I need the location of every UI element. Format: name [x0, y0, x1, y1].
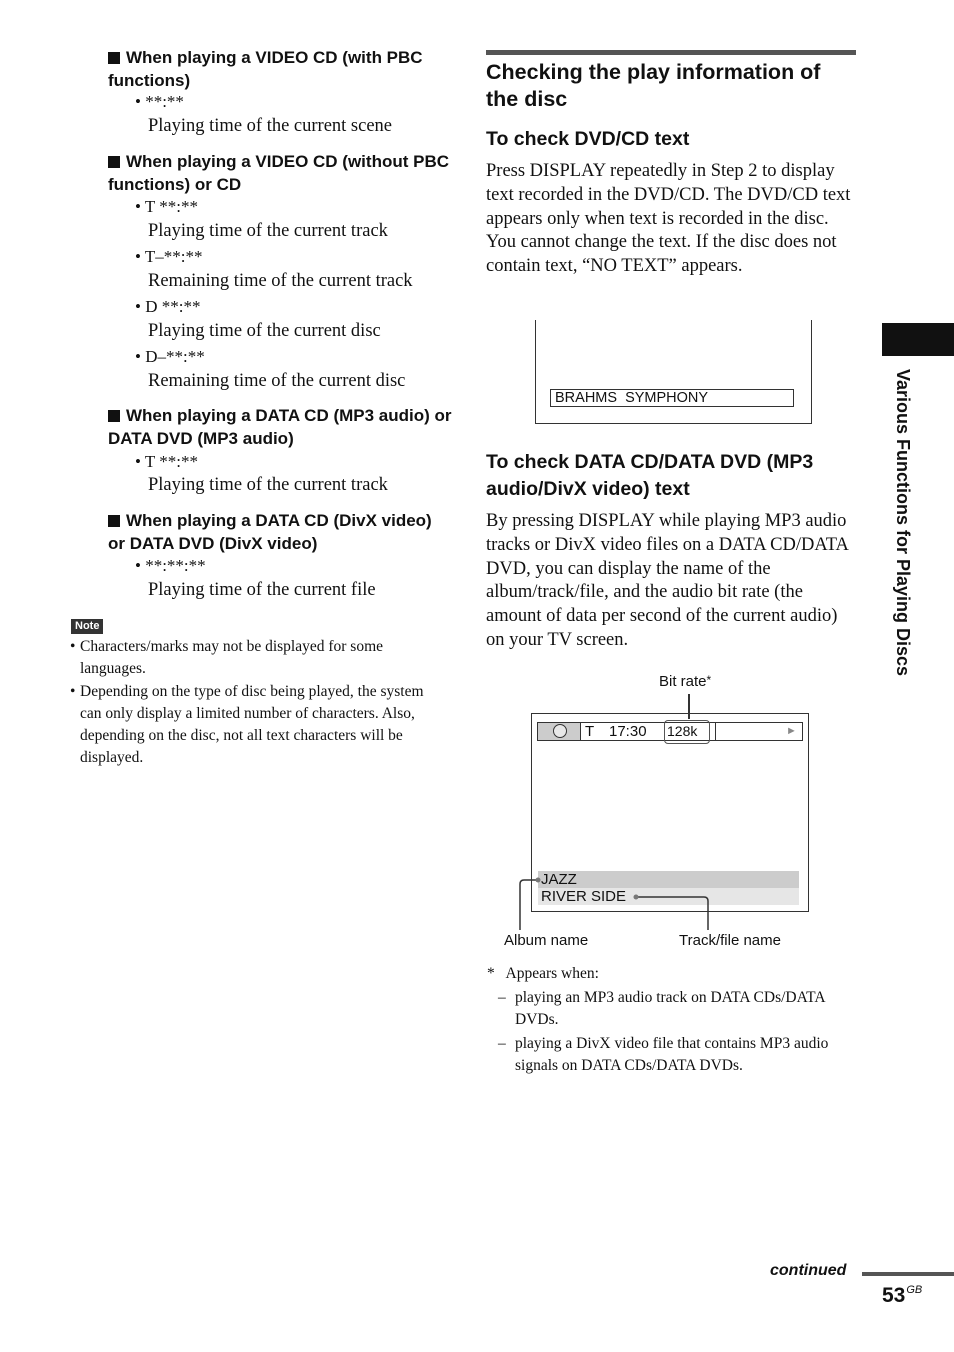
list-item-bullet: • **:**:** [135, 556, 206, 575]
list-item-desc: Playing time of the current track [148, 475, 388, 495]
page-title: Checking the play information of the disc [486, 60, 821, 111]
album-name-bar: JAZZ [538, 871, 799, 888]
section-heading-data-cd-divx: When playing a DATA CD (DivX video) or DATA DVD (DivX video) [108, 511, 432, 553]
square-bullet-icon [108, 410, 120, 422]
disc-clock-icon [553, 724, 567, 738]
footnote-item: – playing a DivX video file that contains MP3 audio signals on DATA CDs/DATA DVDs. [498, 1035, 829, 1074]
status-bitrate: 128k [667, 723, 698, 739]
square-bullet-icon [108, 156, 120, 168]
play-icon: ► [786, 725, 797, 737]
section-heading-video-cd-pbc: When playing a VIDEO CD (with PBC functions) [108, 48, 423, 90]
list-item-bullet: • T **:** [135, 452, 198, 471]
subheading-dvd-cd-text: To check DVD/CD text [486, 128, 690, 150]
status-divider [715, 723, 716, 740]
continued-label: continued [770, 1262, 847, 1279]
callout-lines [500, 860, 720, 935]
status-time: 17:30 [609, 723, 647, 740]
list-item-desc: Playing time of the current file [148, 580, 376, 600]
square-bullet-icon [108, 52, 120, 64]
list-item-desc: Playing time of the current disc [148, 321, 381, 341]
footnote-item: – playing an MP3 audio track on DATA CDs/DATA DVDs. [498, 989, 825, 1028]
list-item-bullet: • T **:** [135, 197, 198, 216]
bitrate-highlight-ring [664, 720, 710, 744]
tv-screen-dvd-text [535, 320, 812, 424]
subheading-data-cd-text: To check DATA CD/DATA DVD (MP3 audio/DivX video) text [486, 451, 814, 500]
bit-rate-label: Bit rate* [659, 673, 712, 690]
square-bullet-icon [108, 515, 120, 527]
section-heading-data-cd-mp3: When playing a DATA CD (MP3 audio) or DATA DVD (MP3 audio) [108, 406, 452, 448]
title-rule [486, 50, 856, 55]
track-name-label: Track/file name [679, 932, 781, 949]
status-icon-cell [538, 723, 581, 740]
section-tab-marker [882, 323, 954, 356]
list-item-bullet: • **:** [135, 92, 184, 111]
note-item: • Depending on the type of disc being played, the system can only display a limited number of characters. Also, depending on the disc, not all text characters will be displayed. [70, 683, 424, 766]
screen-text-box: BRAHMS SYMPHONY [550, 389, 794, 407]
album-name-label: Album name [504, 932, 589, 949]
list-item-bullet: • D–**:** [135, 347, 205, 366]
note-item: • Characters/marks may not be displayed for some languages. [70, 638, 384, 677]
list-item-bullet: • T–**:** [135, 247, 203, 266]
continued-rule [862, 1272, 954, 1276]
list-item-desc: Remaining time of the current track [148, 271, 413, 291]
body-dvd-cd-text: Press DISPLAY repeatedly in Step 2 to display text recorded in the DVD/CD. The DVD/CD text appears only when text is recorded in the disc. You cannot change the text. If the disc does not contain text, “NO TEXT” appears. [486, 161, 851, 277]
track-name-bar: RIVER SIDE [538, 888, 799, 905]
side-tab-text: Various Functions for Playing Discs [893, 369, 913, 677]
list-item-bullet: • D **:** [135, 297, 201, 316]
note-tag: Note [71, 619, 103, 634]
status-t-label: T [585, 723, 595, 740]
list-item-desc: Playing time of the current track [148, 221, 388, 241]
footnote-star: * Appears when: [487, 965, 599, 982]
body-data-cd-text: By pressing DISPLAY while playing MP3 audio tracks or DivX video files on a DATA CD/DATA DVD, you can display the name of the album/track/file, and the audio bit rate (the amount of data per second of the current audio) on your TV screen. [486, 511, 848, 650]
list-item-desc: Playing time of the current scene [148, 116, 393, 136]
list-item-desc: Remaining time of the current disc [148, 371, 406, 391]
section-heading-video-cd-no-pbc: When playing a VIDEO CD (without PBC functions) or CD [108, 152, 449, 194]
page-number: $53^{GB}$ [882, 1284, 923, 1307]
